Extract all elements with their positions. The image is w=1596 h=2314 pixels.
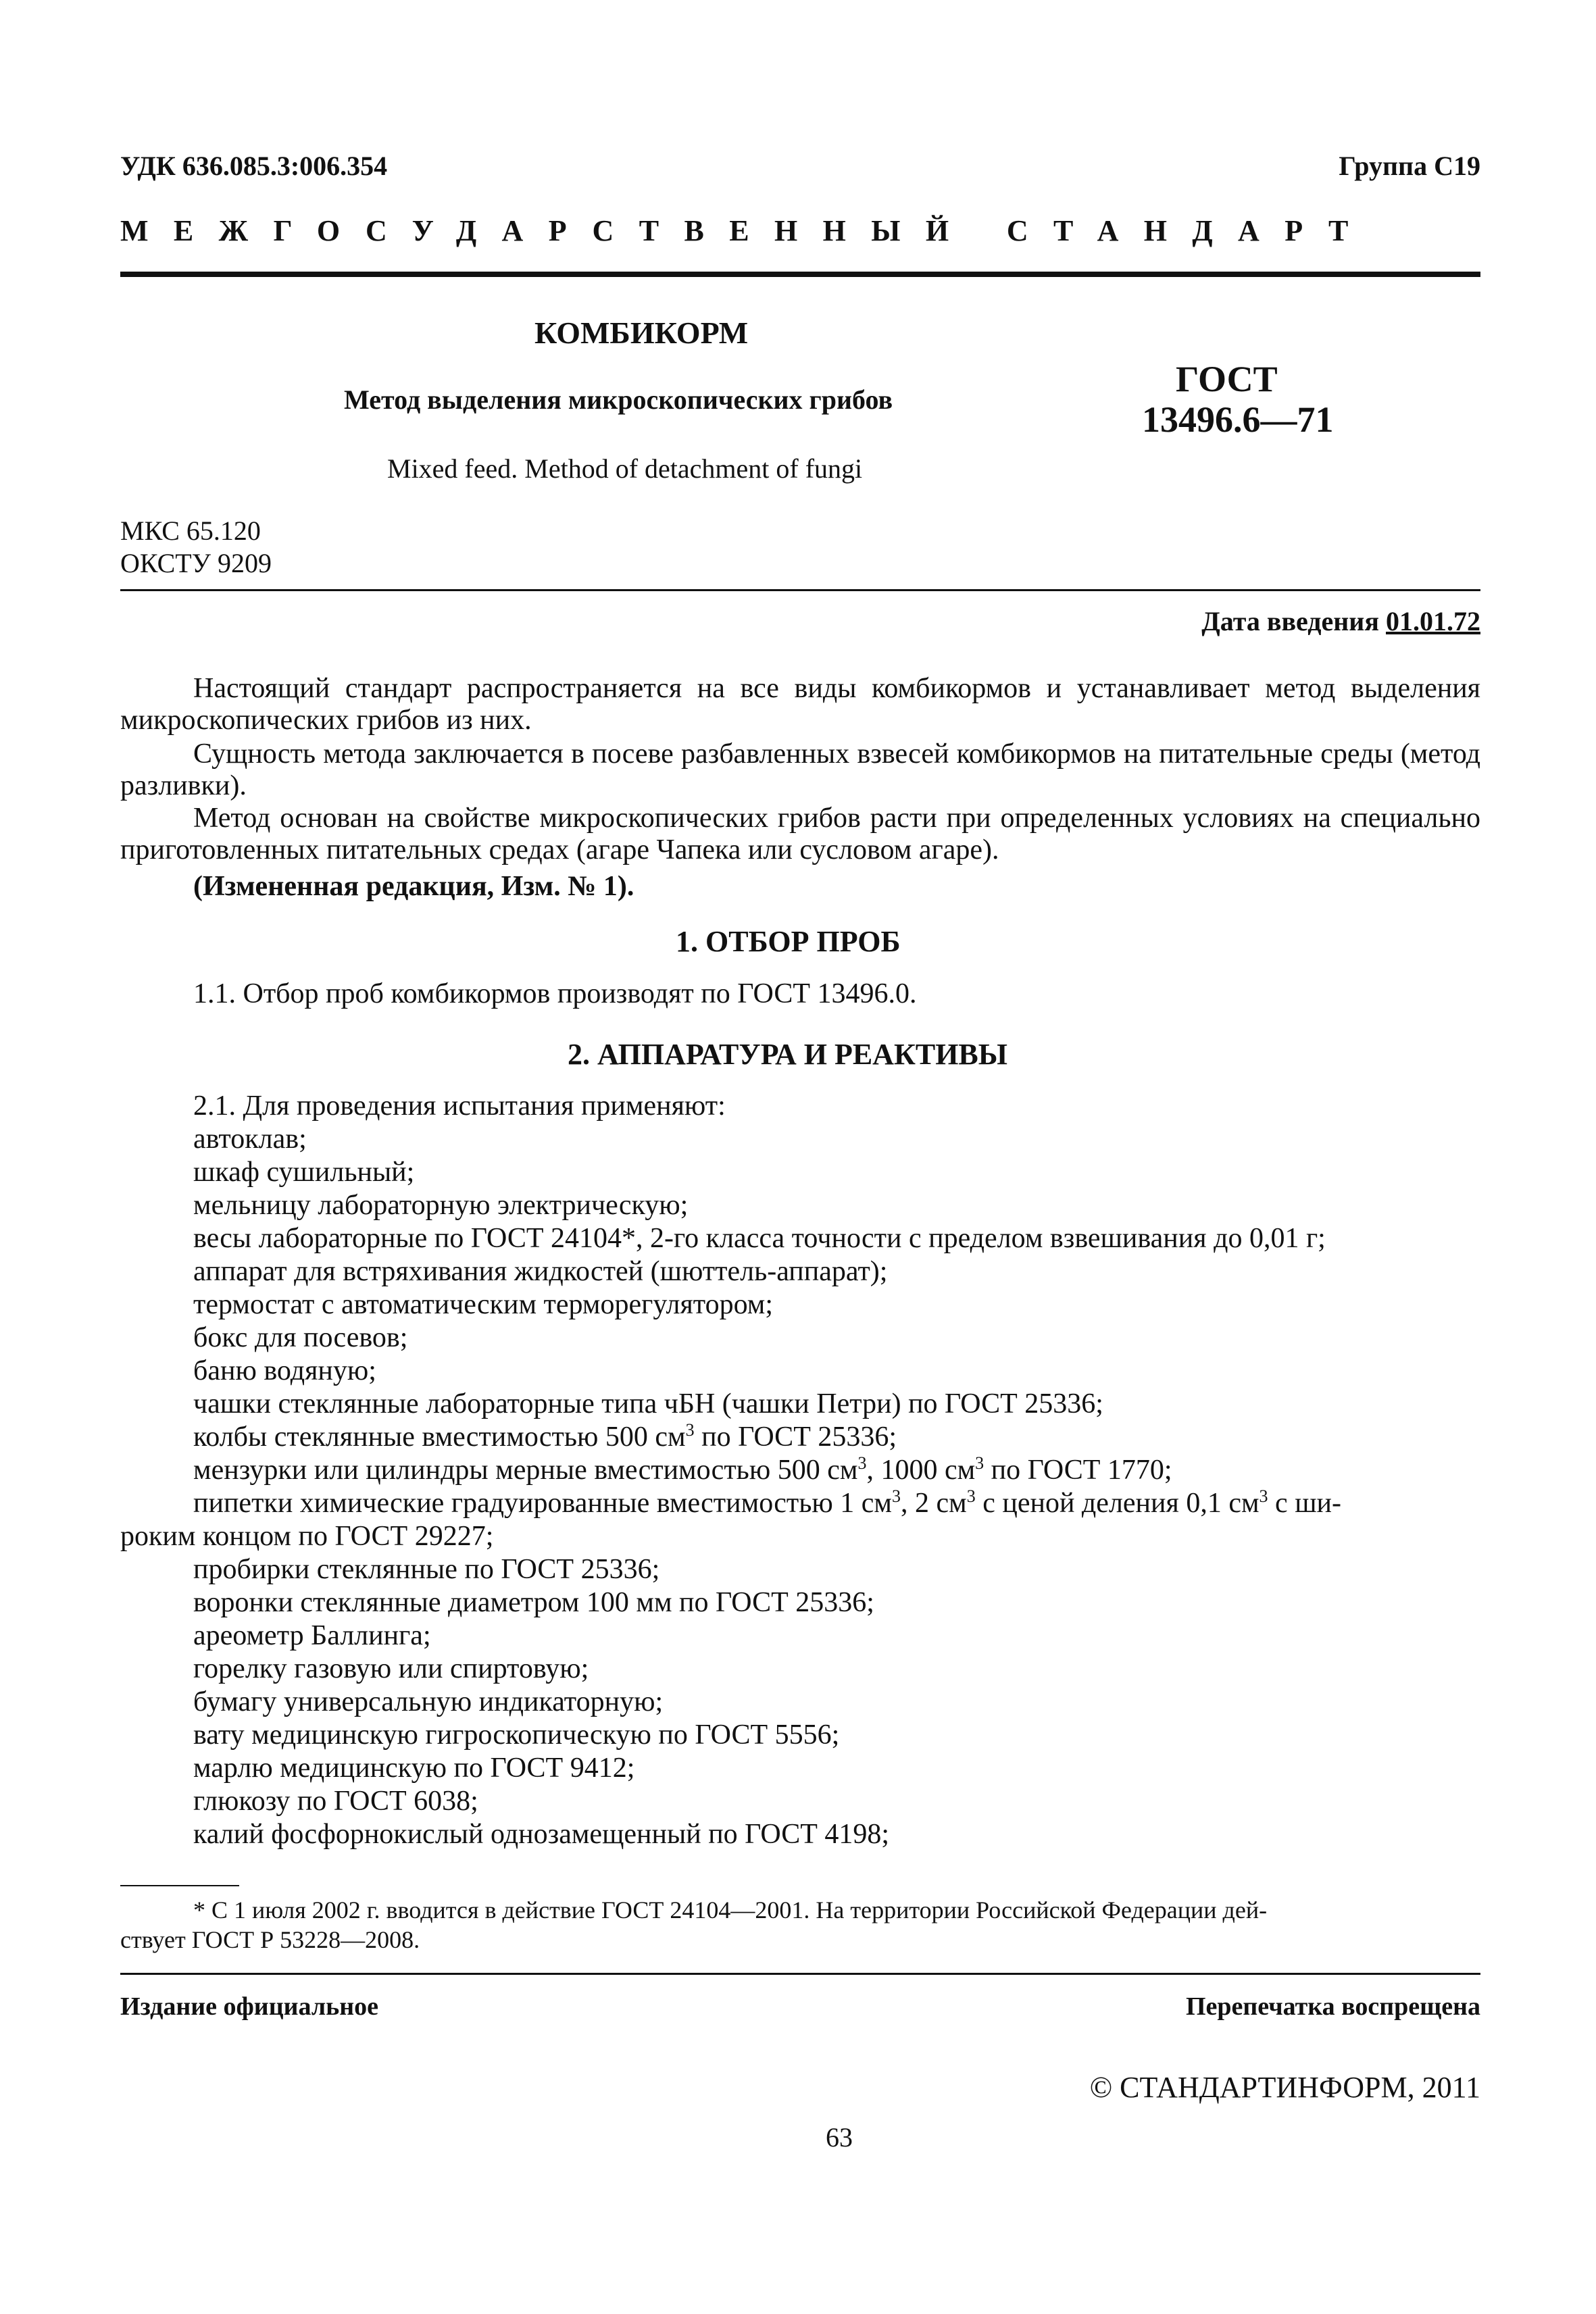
list-item: пробирки стеклянные по ГОСТ 25336; [193,1554,660,1585]
list-item: баню водяную; [193,1355,376,1386]
gost-label: ГОСТ [1176,359,1278,399]
list-item: весы лабораторные по ГОСТ 24104*, 2-го класса точности с пределом взвешивания до 0,01 г; [193,1223,1326,1254]
section-2-heading: 2. АППАРАТУРА И РЕАКТИВЫ [568,1038,1007,1071]
intro-paragraph-3: Метод основан на свойстве микроскопических грибов расти при определенных условиях на специально приготовленных питательных средах (агаре Чапека или сусловом агаре). [120,803,1480,865]
top-rule [120,272,1480,277]
list-item: бокс для посевов; [193,1322,408,1353]
english-title: Mixed feed. Method of detachment of fungi [387,453,863,484]
list-item: чашки стеклянные лабораторные типа чБН (чашки Петри) по ГОСТ 25336; [193,1388,1103,1419]
bottom-rule [120,1973,1480,1975]
list-item: аппарат для встряхивания жидкостей (шюттель-аппарат); [193,1256,888,1287]
okstu-code: ОКСТУ 9209 [120,548,272,578]
footnote-rule [120,1885,239,1886]
intro-paragraph-2: Сущность метода заключается в посеве разбавленных взвесей комбикормов на питательные среды (метод разливки). [120,738,1480,801]
list-item: вату медицинскую гигроскопическую по ГОСТ 5556; [193,1719,840,1751]
document-title: КОМБИКОРМ [534,316,749,350]
list-item-pipettes: пипетки химические градуированные вместимостью 1 $см^3$, 2 $см^3$ с ценой деления 0,1 $см^3$ с ши- [193,1486,1341,1519]
section-1-paragraph: 1.1. Отбор проб комбикормов производят по ГОСТ 13496.0. [193,978,917,1009]
mks-code: МКС 65.120 [120,515,261,546]
intro-date-label: Дата введения [1201,606,1379,636]
list-item: термостат с автоматическим терморегулятором; [193,1289,774,1320]
list-item: мельницу лабораторную электрическую; [193,1190,689,1221]
list-item: ареометр Баллинга; [193,1620,431,1651]
intro-date [1201,605,1480,637]
intro-date-value: 01.01.72 [1386,606,1480,636]
list-item: калий фосфорнокислый однозамещенный по ГОСТ 4198; [193,1819,890,1850]
list-item: марлю медицинскую по ГОСТ 9412; [193,1753,635,1784]
list-item: шкаф сушильный; [193,1157,415,1188]
udk-code: УДК 636.085.3:006.354 [120,151,388,181]
list-item: воронки стеклянные диаметром 100 мм по ГОСТ 25336; [193,1587,874,1618]
list-item-cylinders: мензурки или цилиндры мерные вместимостью 500 $см^3$, 1000 $см^3$ по ГОСТ 1770; [193,1453,1172,1486]
list-item-flasks: колбы стеклянные вместимостью 500 $см^3$ по ГОСТ 25336; [193,1420,897,1453]
gost-number: 13496.6—71 [1142,399,1334,440]
amendment-note: (Измененная редакция, Изм. № 1). [193,871,634,902]
standard-banner: МЕЖГОСУДАРСТВЕННЫЙ СТАНДАРТ [120,214,1374,247]
section-2-intro: 2.1. Для проведения испытания применяют: [193,1090,726,1122]
list-item: горелку газовую или спиртовую; [193,1653,589,1684]
edition-note: Издание официальное [120,1992,379,2021]
mid-rule [120,589,1480,591]
section-1-heading: 1. ОТБОР ПРОБ [676,925,901,958]
footnote-line-1: * С 1 июля 2002 г. вводится в действие ГОСТ 24104—2001. На территории Российской Федерации дей- [193,1896,1268,1923]
list-item-pipettes-continued: роким концом по ГОСТ 29227; [120,1521,494,1552]
reprint-note: Перепечатка воспрещена [1185,1992,1480,2021]
group-code: Группа С19 [1339,151,1480,181]
list-item: бумагу универсальную индикаторную; [193,1686,664,1717]
document-subtitle: Метод выделения микроскопических грибов [344,384,893,415]
intro-paragraph-1: Настоящий стандарт распространяется на все виды комбикормов и устанавливает метод выделения микроскопических грибов из них. [120,673,1480,736]
page-number: 63 [826,2122,853,2153]
list-item: автоклав; [193,1124,307,1155]
list-item: глюкозу по ГОСТ 6038; [193,1786,478,1817]
footnote-line-2: ствует ГОСТ Р 53228—2008. [120,1926,420,1953]
copyright: © СТАНДАРТИНФОРМ, 2011 [1089,2071,1480,2104]
